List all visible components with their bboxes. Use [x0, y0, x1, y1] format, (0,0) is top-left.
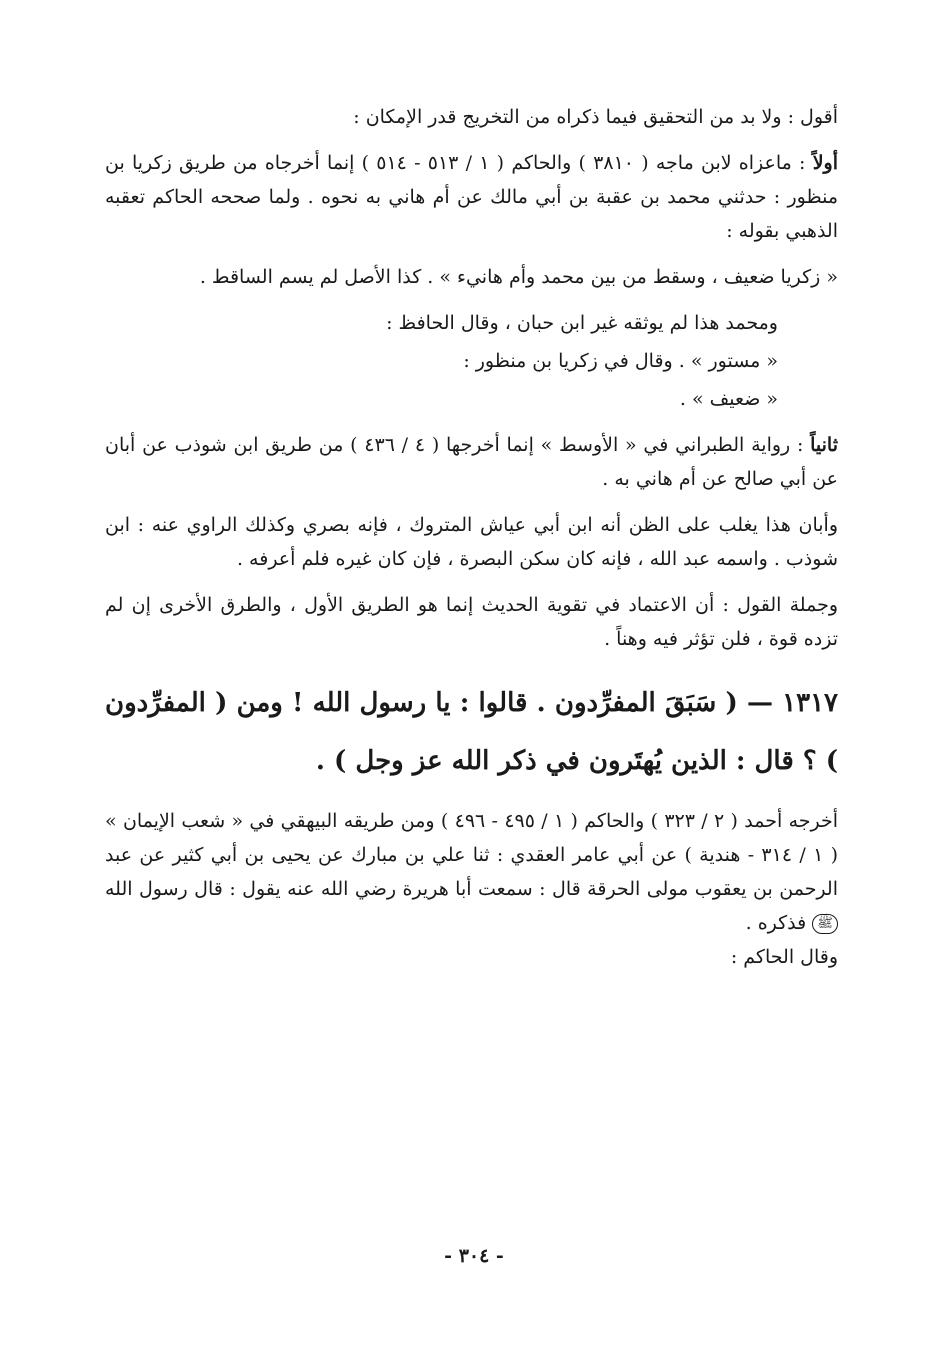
paragraph-second-point — [105, 428, 838, 496]
intro-text: أقول : ولا بد من التحقيق فيما ذكراه من التخريج قدر الإمكان : — [353, 106, 838, 128]
paragraph-daif — [105, 382, 838, 416]
paragraph-aban — [105, 508, 838, 576]
salawat-icon: ﷺ — [812, 914, 838, 934]
page-body — [105, 100, 838, 974]
conclusion-text: وجملة القول : أن الاعتماد في تقوية الحديث إنما هو الطريق الأول ، والطرق الأخرى إن لم تزده قوة ، فلن تؤثر فيه وهناً . — [105, 594, 838, 650]
mastur-text: « مستور » . وقال في زكريا بن منظور : — [463, 350, 778, 372]
paragraph-dhahabi-quote — [105, 260, 838, 294]
takhrij-text: أخرجه أحمد ( ٢ / ٣٢٣ ) والحاكم ( ١ / ٤٩٥ - ٤٩٦ ) ومن طريقه البيهقي في « شعب الإيمان » ( ١ / ٣١٤ - هندية ) عن أبي عامر العقدي : ثنا علي بن مبارك عن يحيى بن أبي كثير عن عبد الرحمن بن يعقوب مولى الحرقة قال : سمعت أبا هريرة رضي الله عنه يقول : قال رسول الله — [105, 810, 839, 900]
paragraph-first-point — [105, 146, 838, 248]
second-point-text: : رواية الطبراني في « الأوسط » إنما أخرجها ( ٤ / ٤٣٦ ) من طريق ابن شوذب عن أبان عن أبي صالح عن أم هاني به . — [105, 434, 838, 490]
paragraph-muhammad — [105, 306, 838, 340]
paragraph-mastur — [105, 344, 838, 378]
aban-text: وأبان هذا يغلب على الظن أنه ابن أبي عياش المتروك ، فإنه بصري وكذلك الراوي عنه : ابن شوذب . واسمه عبد الله ، فإنه كان سكن البصرة ، فإن كان غيره فلم أعرفه . — [105, 514, 838, 570]
hadith-text: — ( سَبَقَ المفرِّدون . قالوا : يا رسول الله ! ومن ( المفرِّدون ) ؟ قال : الذين يُهتَرون في ذكر الله عز وجل ) . — [105, 688, 838, 776]
first-point-label: أولاً — [812, 152, 838, 174]
paragraph-conclusion — [105, 588, 838, 656]
paragraph-intro — [105, 100, 838, 134]
paragraph-takhrij — [105, 804, 838, 974]
hadith-number: ١٣١٧ — [782, 688, 838, 718]
page-number: - ٣٠٤ - — [444, 1245, 504, 1267]
muhammad-text: ومحمد هذا لم يوثقه غير ابن حبان ، وقال الحافظ : — [386, 312, 778, 334]
dhahabi-quote-text: « زكريا ضعيف ، وسقط من بين محمد وأم هانيء » . كذا الأصل لم يسم الساقط . — [199, 266, 838, 288]
second-point-label: ثانياً — [810, 434, 838, 456]
first-point-text: : ماعزاه لابن ماجه ( ٣٨١٠ ) والحاكم ( ١ / ٥١٣ - ٥١٤ ) إنما أخرجاه من طريق زكريا بن منظور : حدثني محمد بن عقبة بن أبي مالك عن أم هاني به نحوه . ولما صححه الحاكم تعقبه الذهبي بقوله : — [105, 152, 838, 242]
hadith-heading — [105, 674, 838, 790]
takhrij-text-end: فذكره . — [745, 912, 813, 934]
takhrij-closing: وقال الحاكم : — [730, 946, 838, 968]
daif-text: « ضعيف » . — [679, 388, 778, 410]
